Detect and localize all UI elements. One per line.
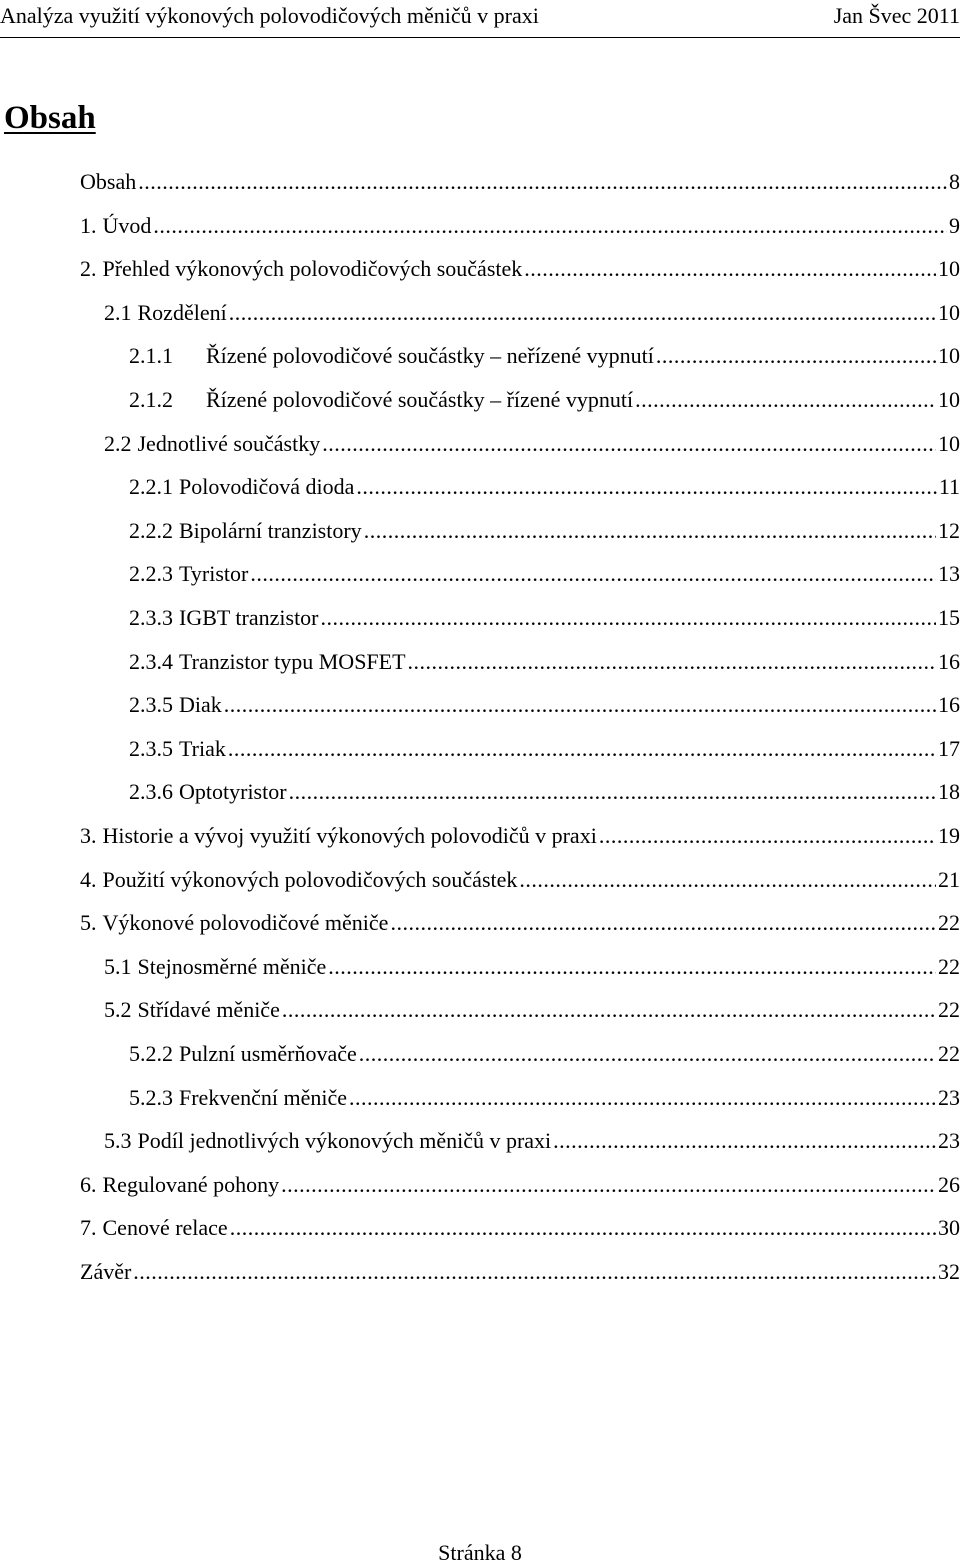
toc-entry-number: 5.2 xyxy=(104,997,132,1022)
toc-entry-page: 22 xyxy=(938,1041,960,1066)
toc-entry-page: 16 xyxy=(938,692,960,717)
toc-entry-page: 32 xyxy=(938,1259,960,1284)
toc-entry[interactable] xyxy=(129,640,960,683)
toc-entry-number: 2.1.2 xyxy=(129,387,173,412)
toc-entry[interactable] xyxy=(129,509,960,552)
toc-dot-leader xyxy=(633,378,936,421)
toc-entry-title: Historie a vývoj využití výkonových polovodičů v praxi xyxy=(102,823,597,848)
toc-entry[interactable] xyxy=(129,334,960,377)
toc-entry[interactable] xyxy=(129,727,960,770)
document-title: Analýza využití výkonových polovodičových měničů v praxi xyxy=(0,3,539,28)
toc-entry-page: 19 xyxy=(938,823,960,848)
toc-entry-page: 22 xyxy=(938,910,960,935)
toc-entry[interactable] xyxy=(129,465,960,508)
toc-entry-title: Stejnosměrné měniče xyxy=(137,954,327,979)
toc-entry-number: 2.2 xyxy=(104,431,132,456)
toc-entry-title: Závěr xyxy=(80,1259,132,1284)
toc-entry[interactable] xyxy=(80,1250,960,1293)
toc-entry-number: 6. xyxy=(80,1172,97,1197)
toc-entry-page: 23 xyxy=(938,1128,960,1153)
toc-entry-page: 10 xyxy=(938,256,960,281)
toc-entry-title: Regulované pohony xyxy=(102,1172,280,1197)
toc-dot-leader xyxy=(597,814,936,857)
toc-entry-title: Obsah xyxy=(80,169,137,194)
toc-entry[interactable] xyxy=(80,160,960,203)
toc-entry-number: 2.3.5 xyxy=(129,736,173,761)
toc-entry[interactable] xyxy=(80,1206,960,1249)
toc-dot-leader xyxy=(357,1032,936,1075)
toc-entry-number: 4. xyxy=(80,867,97,892)
toc-entry-title: Tyristor xyxy=(179,561,249,586)
toc-entry-number: 2.1 xyxy=(104,300,132,325)
toc-entry[interactable] xyxy=(80,858,960,901)
toc-dot-leader xyxy=(287,770,936,813)
toc-dot-leader xyxy=(228,1206,936,1249)
toc-entry[interactable] xyxy=(80,814,960,857)
toc-entry-title: Střídavé měniče xyxy=(137,997,280,1022)
toc-entry-title: Triak xyxy=(179,736,226,761)
toc-entry-number: 2.2.2 xyxy=(129,518,173,543)
toc-entry-page: 17 xyxy=(938,736,960,761)
toc-entry-title: IGBT tranzistor xyxy=(179,605,319,630)
toc-entry-number: 1. xyxy=(80,213,97,238)
toc-dot-leader xyxy=(654,334,936,377)
toc-entry-title: Výkonové polovodičové měniče xyxy=(102,910,389,935)
toc-dot-leader xyxy=(280,988,936,1031)
toc-entry-number: 5.2.3 xyxy=(129,1085,173,1110)
author-year: Jan Švec 2011 xyxy=(833,3,960,28)
toc-entry[interactable] xyxy=(80,1163,960,1206)
toc-dot-leader xyxy=(248,552,936,595)
toc-entry-page: 18 xyxy=(938,779,960,804)
toc-entry-page: 26 xyxy=(938,1172,960,1197)
toc-entry-page: 23 xyxy=(938,1085,960,1110)
page-title: Obsah xyxy=(4,100,96,136)
running-header xyxy=(0,0,960,38)
toc-entry-page: 15 xyxy=(938,605,960,630)
toc-entry-page: 22 xyxy=(938,997,960,1022)
toc-entry-title: Rozdělení xyxy=(137,300,227,325)
toc-entry-number: 2.3.6 xyxy=(129,779,173,804)
toc-entry-number: 2.3.4 xyxy=(129,649,173,674)
toc-dot-leader xyxy=(354,465,936,508)
toc-entry-number: 2.3.5 xyxy=(129,692,173,717)
toc-dot-leader xyxy=(136,160,947,203)
toc-entry[interactable] xyxy=(129,378,960,421)
toc-entry[interactable] xyxy=(80,204,960,247)
toc-entry-number: 5.3 xyxy=(104,1128,132,1153)
toc-entry-number: 7. xyxy=(80,1215,97,1240)
toc-entry-title: Úvod xyxy=(102,213,152,238)
toc-entry-title: Optotyristor xyxy=(179,779,287,804)
toc-entry-title: Podíl jednotlivých výkonových měničů v praxi xyxy=(137,1128,552,1153)
toc-entry[interactable] xyxy=(80,247,960,290)
toc-entry-title: Použití výkonových polovodičových součástek xyxy=(102,867,518,892)
toc-entry-title: Diak xyxy=(179,692,222,717)
toc-dot-leader xyxy=(522,247,936,290)
toc-dot-leader xyxy=(227,291,936,334)
toc-entry[interactable] xyxy=(129,683,960,726)
toc-entry-title: Cenové relace xyxy=(102,1215,228,1240)
toc-dot-leader xyxy=(319,596,936,639)
toc-entry[interactable] xyxy=(104,291,960,334)
toc-entry[interactable] xyxy=(129,1076,960,1119)
toc-entry-page: 10 xyxy=(938,431,960,456)
toc-dot-leader xyxy=(151,204,947,247)
toc-entry-number: 3. xyxy=(80,823,97,848)
toc-entry-page: 12 xyxy=(938,518,960,543)
toc-dot-leader xyxy=(279,1163,936,1206)
toc-entry-number: 5.2.2 xyxy=(129,1041,173,1066)
toc-entry[interactable] xyxy=(80,901,960,944)
toc-dot-leader xyxy=(131,1250,936,1293)
toc-entry-page: 10 xyxy=(938,343,960,368)
toc-entry-title: Polovodičová dioda xyxy=(179,474,355,499)
toc-entry-page: 8 xyxy=(949,169,960,194)
toc-entry-number: 2.3.3 xyxy=(129,605,173,630)
page-number: Stránka 8 xyxy=(438,1540,522,1565)
toc-dot-leader xyxy=(362,509,936,552)
toc-entry[interactable] xyxy=(129,1032,960,1075)
toc-entry-title: Přehled výkonových polovodičových součástek xyxy=(102,256,523,281)
toc-dot-leader xyxy=(551,1119,936,1162)
toc-entry-page: 13 xyxy=(938,561,960,586)
toc-entry-number: 2.1.1 xyxy=(129,343,173,368)
toc-dot-leader xyxy=(222,683,936,726)
toc-entry-title: Řízené polovodičové součástky – řízené vypnutí xyxy=(206,387,634,412)
toc-dot-leader xyxy=(406,640,936,683)
toc-entry[interactable] xyxy=(129,770,960,813)
toc-entry[interactable] xyxy=(129,552,960,595)
toc-entry-page: 30 xyxy=(938,1215,960,1240)
toc-entry[interactable] xyxy=(104,1119,960,1162)
toc-entry-title: Bipolární tranzistory xyxy=(179,518,362,543)
toc-entry[interactable] xyxy=(104,988,960,1031)
toc-dot-leader xyxy=(226,727,936,770)
toc-entry[interactable] xyxy=(104,945,960,988)
toc-entry-title: Pulzní usměrňovače xyxy=(179,1041,357,1066)
toc-entry[interactable] xyxy=(129,596,960,639)
toc-entry-page: 16 xyxy=(938,649,960,674)
toc-entry-page: 10 xyxy=(938,300,960,325)
toc-entry-number: 5. xyxy=(80,910,97,935)
toc-entry-page: 10 xyxy=(938,387,960,412)
toc-entry-title: Frekvenční měniče xyxy=(179,1085,347,1110)
toc-entry-page: 21 xyxy=(938,867,960,892)
toc-entry-number: 2.2.1 xyxy=(129,474,173,499)
toc-entry[interactable] xyxy=(104,422,960,465)
toc-dot-leader xyxy=(388,901,936,944)
toc-dot-leader xyxy=(517,858,936,901)
toc-entry-page: 9 xyxy=(949,213,960,238)
toc-entry-page: 22 xyxy=(938,954,960,979)
toc-entry-title: Jednotlivé součástky xyxy=(137,431,321,456)
toc-entry-page: 11 xyxy=(938,474,960,499)
toc-dot-leader xyxy=(347,1076,936,1119)
toc-entry-title: Tranzistor typu MOSFET xyxy=(179,649,406,674)
toc-entry-title: Řízené polovodičové součástky – neřízené vypnutí xyxy=(206,343,654,368)
toc-dot-leader xyxy=(320,422,936,465)
toc-entry-number: 2.2.3 xyxy=(129,561,173,586)
toc-entry-number: 5.1 xyxy=(104,954,132,979)
toc-dot-leader xyxy=(326,945,936,988)
toc-entry-number: 2. xyxy=(80,256,97,281)
